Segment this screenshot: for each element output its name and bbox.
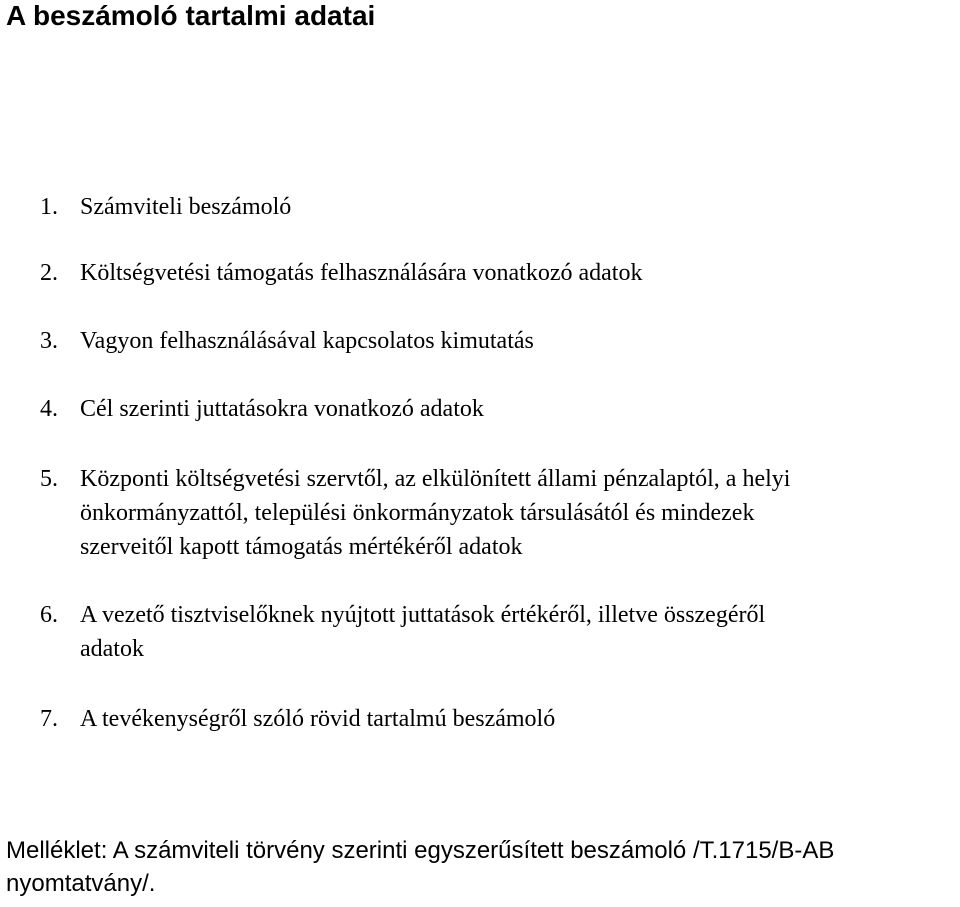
item-number: 5. [40,466,58,492]
item-text-line: Költségvetési támogatás felhasználására vonatkozó adatok [80,260,643,286]
item-text [80,190,291,224]
item-text [80,598,765,666]
item-text [80,702,555,736]
item-text-line: önkormányzattól, települési önkormányzatok társulásától és mindezek [80,500,755,526]
item-text [80,256,642,290]
attachment-note [6,834,834,900]
item-text-line: Központi költségvetési szervtől, az elkülönített állami pénzalaptól, a helyi [80,466,791,492]
item-number: 7. [40,706,58,732]
attachment-note-line: nyomtatvány/. [6,870,156,897]
item-text-line: Vagyon felhasználásával kapcsolatos kimutatás [80,328,534,354]
item-text-line: szerveitől kapott támogatás mértékéről adatok [80,534,523,560]
item-number: 1. [40,194,58,220]
item-number: 6. [40,602,58,628]
item-number: 3. [40,328,58,354]
item-number: 2. [40,260,58,286]
item-text [80,324,534,358]
item-text [80,392,484,426]
item-text-line: Számviteli beszámoló [80,194,292,220]
item-text [80,462,790,564]
item-text-line: A tevékenységről szóló rövid tartalmú beszámoló [80,706,556,732]
item-text-line: adatok [80,636,144,662]
item-number: 4. [40,396,58,422]
document-title: A beszámoló tartalmi adatai [6,0,376,31]
item-text-line: A vezető tisztviselőknek nyújtott juttatások értékéről, illetve összegéről [80,602,766,628]
attachment-note-line: Melléklet: A számviteli törvény szerinti egyszerűsített beszámoló /T.1715/B-AB [6,837,835,864]
item-text-line: Cél szerinti juttatásokra vonatkozó adatok [80,396,484,422]
